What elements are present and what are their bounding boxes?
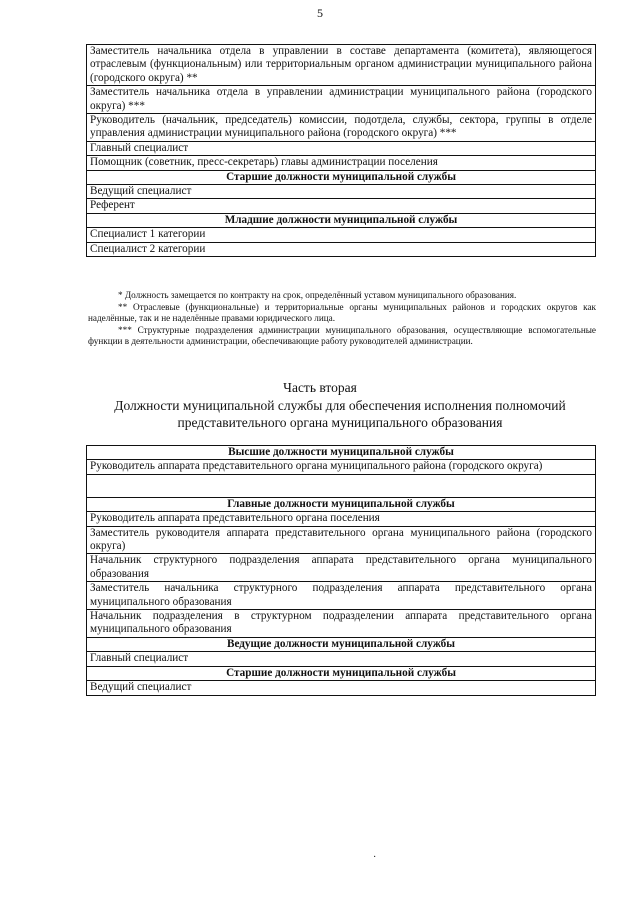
position-row [87,242,596,256]
position-title: Руководитель аппарата представительного органа муниципального района (городского округа) [87,460,596,474]
position-title: Ведущий специалист [87,185,596,199]
position-title: Специалист 1 категории [87,228,596,242]
page-number: 5 [317,6,323,20]
category-header-row [87,446,596,460]
category-header-row [87,170,596,184]
position-title: Ведущий специалист [87,681,596,695]
position-row [87,114,596,142]
position-row [87,526,596,554]
position-title: Заместитель начальника структурного подразделения аппарата представительного органа муниципального образования [87,582,596,610]
position-title: Заместитель начальника отдела в управлении администрации муниципального района (городского округа) *** [87,86,596,114]
position-row [87,228,596,242]
position-title: Начальник подразделения в структурном подразделении аппарата представительного органа муниципального образования [87,610,596,638]
position-row [87,141,596,155]
position-row [87,554,596,582]
position-title: Заместитель начальника отдела в управлении в составе департамента (комитета), являющегося отраслевым (функциональным) или территориальным органом администрации муниципального района (городского округа) ** [87,45,596,86]
position-title: Главный специалист [87,141,596,155]
position-row [87,460,596,474]
category-header-row [87,666,596,680]
position-row [87,199,596,213]
footnotes [88,290,596,348]
category-header: Высшие должности муниципальной службы [87,446,596,460]
position-row [87,681,596,695]
position-row [87,512,596,526]
position-title: Руководитель аппарата представительного органа поселения [87,512,596,526]
category-header: Младшие должности муниципальной службы [87,213,596,227]
empty-cell [87,474,596,497]
scan-mark: · [373,852,377,863]
category-header: Главные должности муниципальной службы [87,497,596,511]
category-header-row [87,213,596,227]
position-title: Референт [87,199,596,213]
category-header-row [87,497,596,511]
position-title: Руководитель (начальник, председатель) комиссии, подотдела, службы, сектора, группы в отделе управления администрации муниципального района (городского округа) *** [87,114,596,142]
position-title: Помощник (советник, пресс-секретарь) главы администрации поселения [87,156,596,170]
empty-row [87,474,596,497]
position-title: Заместитель руководителя аппарата представительного органа муниципального района (городского округа) [87,526,596,554]
positions-table-part-one [86,44,596,257]
position-title: Главный специалист [87,652,596,666]
part-title: Часть вторая [283,380,357,395]
category-header: Старшие должности муниципальной службы [87,666,596,680]
position-row [87,610,596,638]
category-header-row [87,637,596,651]
position-title: Специалист 2 категории [87,242,596,256]
position-row [87,652,596,666]
positions-table-part-two [86,445,596,696]
position-row [87,45,596,86]
position-row [87,86,596,114]
category-header: Ведущие должности муниципальной службы [87,637,596,651]
position-row [87,582,596,610]
position-row [87,185,596,199]
footnote-2: ** Отраслевые (функциональные) и территориальные органы муниципальных районов и городских округов как наделённые, так и не наделённые правами юридического лица. [88,301,596,324]
footnote-3: *** Структурные подразделения администрации муниципального образования, осуществляющие вспомогательные функции в деятельности администрации, обеспечивающие работу руководителей администрации. [88,324,596,347]
category-header: Старшие должности муниципальной службы [87,170,596,184]
position-title: Начальник структурного подразделения аппарата представительного органа муниципального образования [87,554,596,582]
section-title: Должности муниципальной службы для обеспечения исполнения полномочий представительного органа муниципального образования [114,398,566,430]
footnote-1: * Должность замещается по контракту на срок, определённый уставом муниципального образования. [118,290,517,300]
position-row [87,156,596,170]
